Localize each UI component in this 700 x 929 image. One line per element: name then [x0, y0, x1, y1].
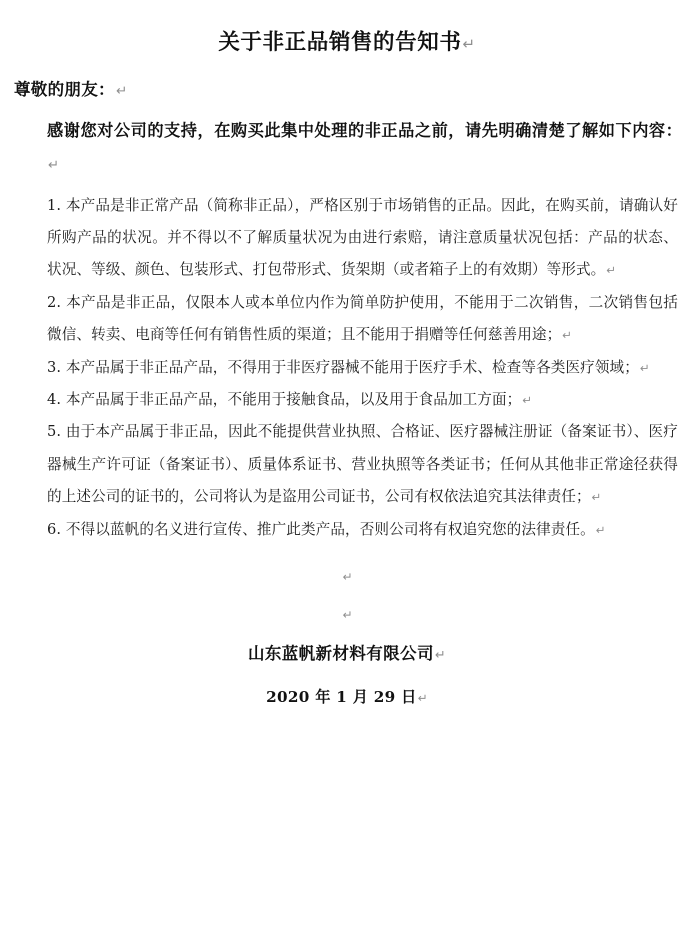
- clause-text: 3. 本产品属于非正品产品，不得用于非医疗器械不能用于医疗手术、检查等各类医疗领域；: [47, 358, 639, 376]
- clause-text: 6. 不得以蓝帆的名义进行宣传、推广此类产品，否则公司将有权追究您的法律责任。: [47, 520, 595, 538]
- signature-company: [12, 640, 682, 668]
- paragraph-mark-icon: ↵: [342, 569, 353, 584]
- paragraph-mark-icon: ↵: [462, 35, 476, 53]
- page-title: [12, 0, 682, 57]
- signature-date-text: 2020 年 1 月 29 日: [266, 688, 417, 707]
- paragraph-mark-icon: ↵: [48, 158, 60, 174]
- paragraph-mark-icon: ↵: [434, 647, 447, 663]
- salutation-text: 尊敬的朋友：: [14, 79, 115, 99]
- blank-paragraph: [12, 596, 682, 634]
- clause-item: [47, 287, 678, 352]
- salutation: [12, 57, 682, 103]
- paragraph-mark-icon: ↵: [342, 607, 353, 622]
- clause-list: [12, 181, 682, 546]
- clause-item: [47, 190, 678, 287]
- signature-company-text: 山东蓝帆新材料有限公司: [247, 643, 434, 663]
- intro-text: 感谢您对公司的支持，在购买此集中处理的非正品之前，请先明确清楚了解如下内容：: [47, 121, 682, 141]
- paragraph-mark-icon: ↵: [522, 393, 533, 408]
- blank-paragraph-group: [12, 546, 682, 634]
- blank-paragraph: [12, 558, 682, 596]
- paragraph-mark-icon: ↵: [606, 263, 617, 278]
- clause-item: [47, 514, 678, 546]
- intro-paragraph: [12, 103, 682, 180]
- clause-text: 4. 本产品属于非正品产品，不能用于接触食品，以及用于食品加工方面；: [47, 391, 522, 409]
- clause-text: 5. 由于本产品属于非正品，因此不能提供营业执照、合格证、医疗器械注册证（备案证书）、医疗器械生产许可证（备案证书）、质量体系证书、营业执照等各类证书；任何从其他非正常途径获得的上述公司的证书的，公司将认为是盗用公司证书，公司有权依法追究其法律责任；: [47, 423, 678, 506]
- clause-text: 1. 本产品是非正常产品（简称非正品），严格区别于市场销售的正品。因此，在购买前，请确认好所购产品的状况。并不得以不了解质量状况为由进行索赔，请注意质量状况包括：产品的状态、状况、等级、颜色、包装形式、打包带形式、货架期（或者箱子上的有效期）等形式。: [47, 196, 678, 279]
- signature-date: [12, 668, 682, 711]
- clause-item: [47, 384, 678, 416]
- paragraph-mark-icon: ↵: [115, 82, 128, 99]
- clause-item: [47, 416, 678, 513]
- signature-block: [12, 634, 682, 711]
- paragraph-mark-icon: ↵: [639, 360, 650, 375]
- clause-text: 2. 本产品是非正品，仅限本人或本单位内作为简单防护使用，不能用于二次销售，二次销售包括微信、转卖、电商等任何有销售性质的渠道；且不能用于捐赠等任何慈善用途；: [47, 293, 678, 344]
- page-title-text: 关于非正品销售的告知书: [218, 30, 462, 55]
- paragraph-mark-icon: ↵: [417, 691, 428, 706]
- clause-item: [47, 352, 678, 384]
- paragraph-mark-icon: ↵: [595, 522, 606, 537]
- paragraph-mark-icon: ↵: [562, 328, 573, 343]
- paragraph-mark-icon: ↵: [591, 490, 602, 505]
